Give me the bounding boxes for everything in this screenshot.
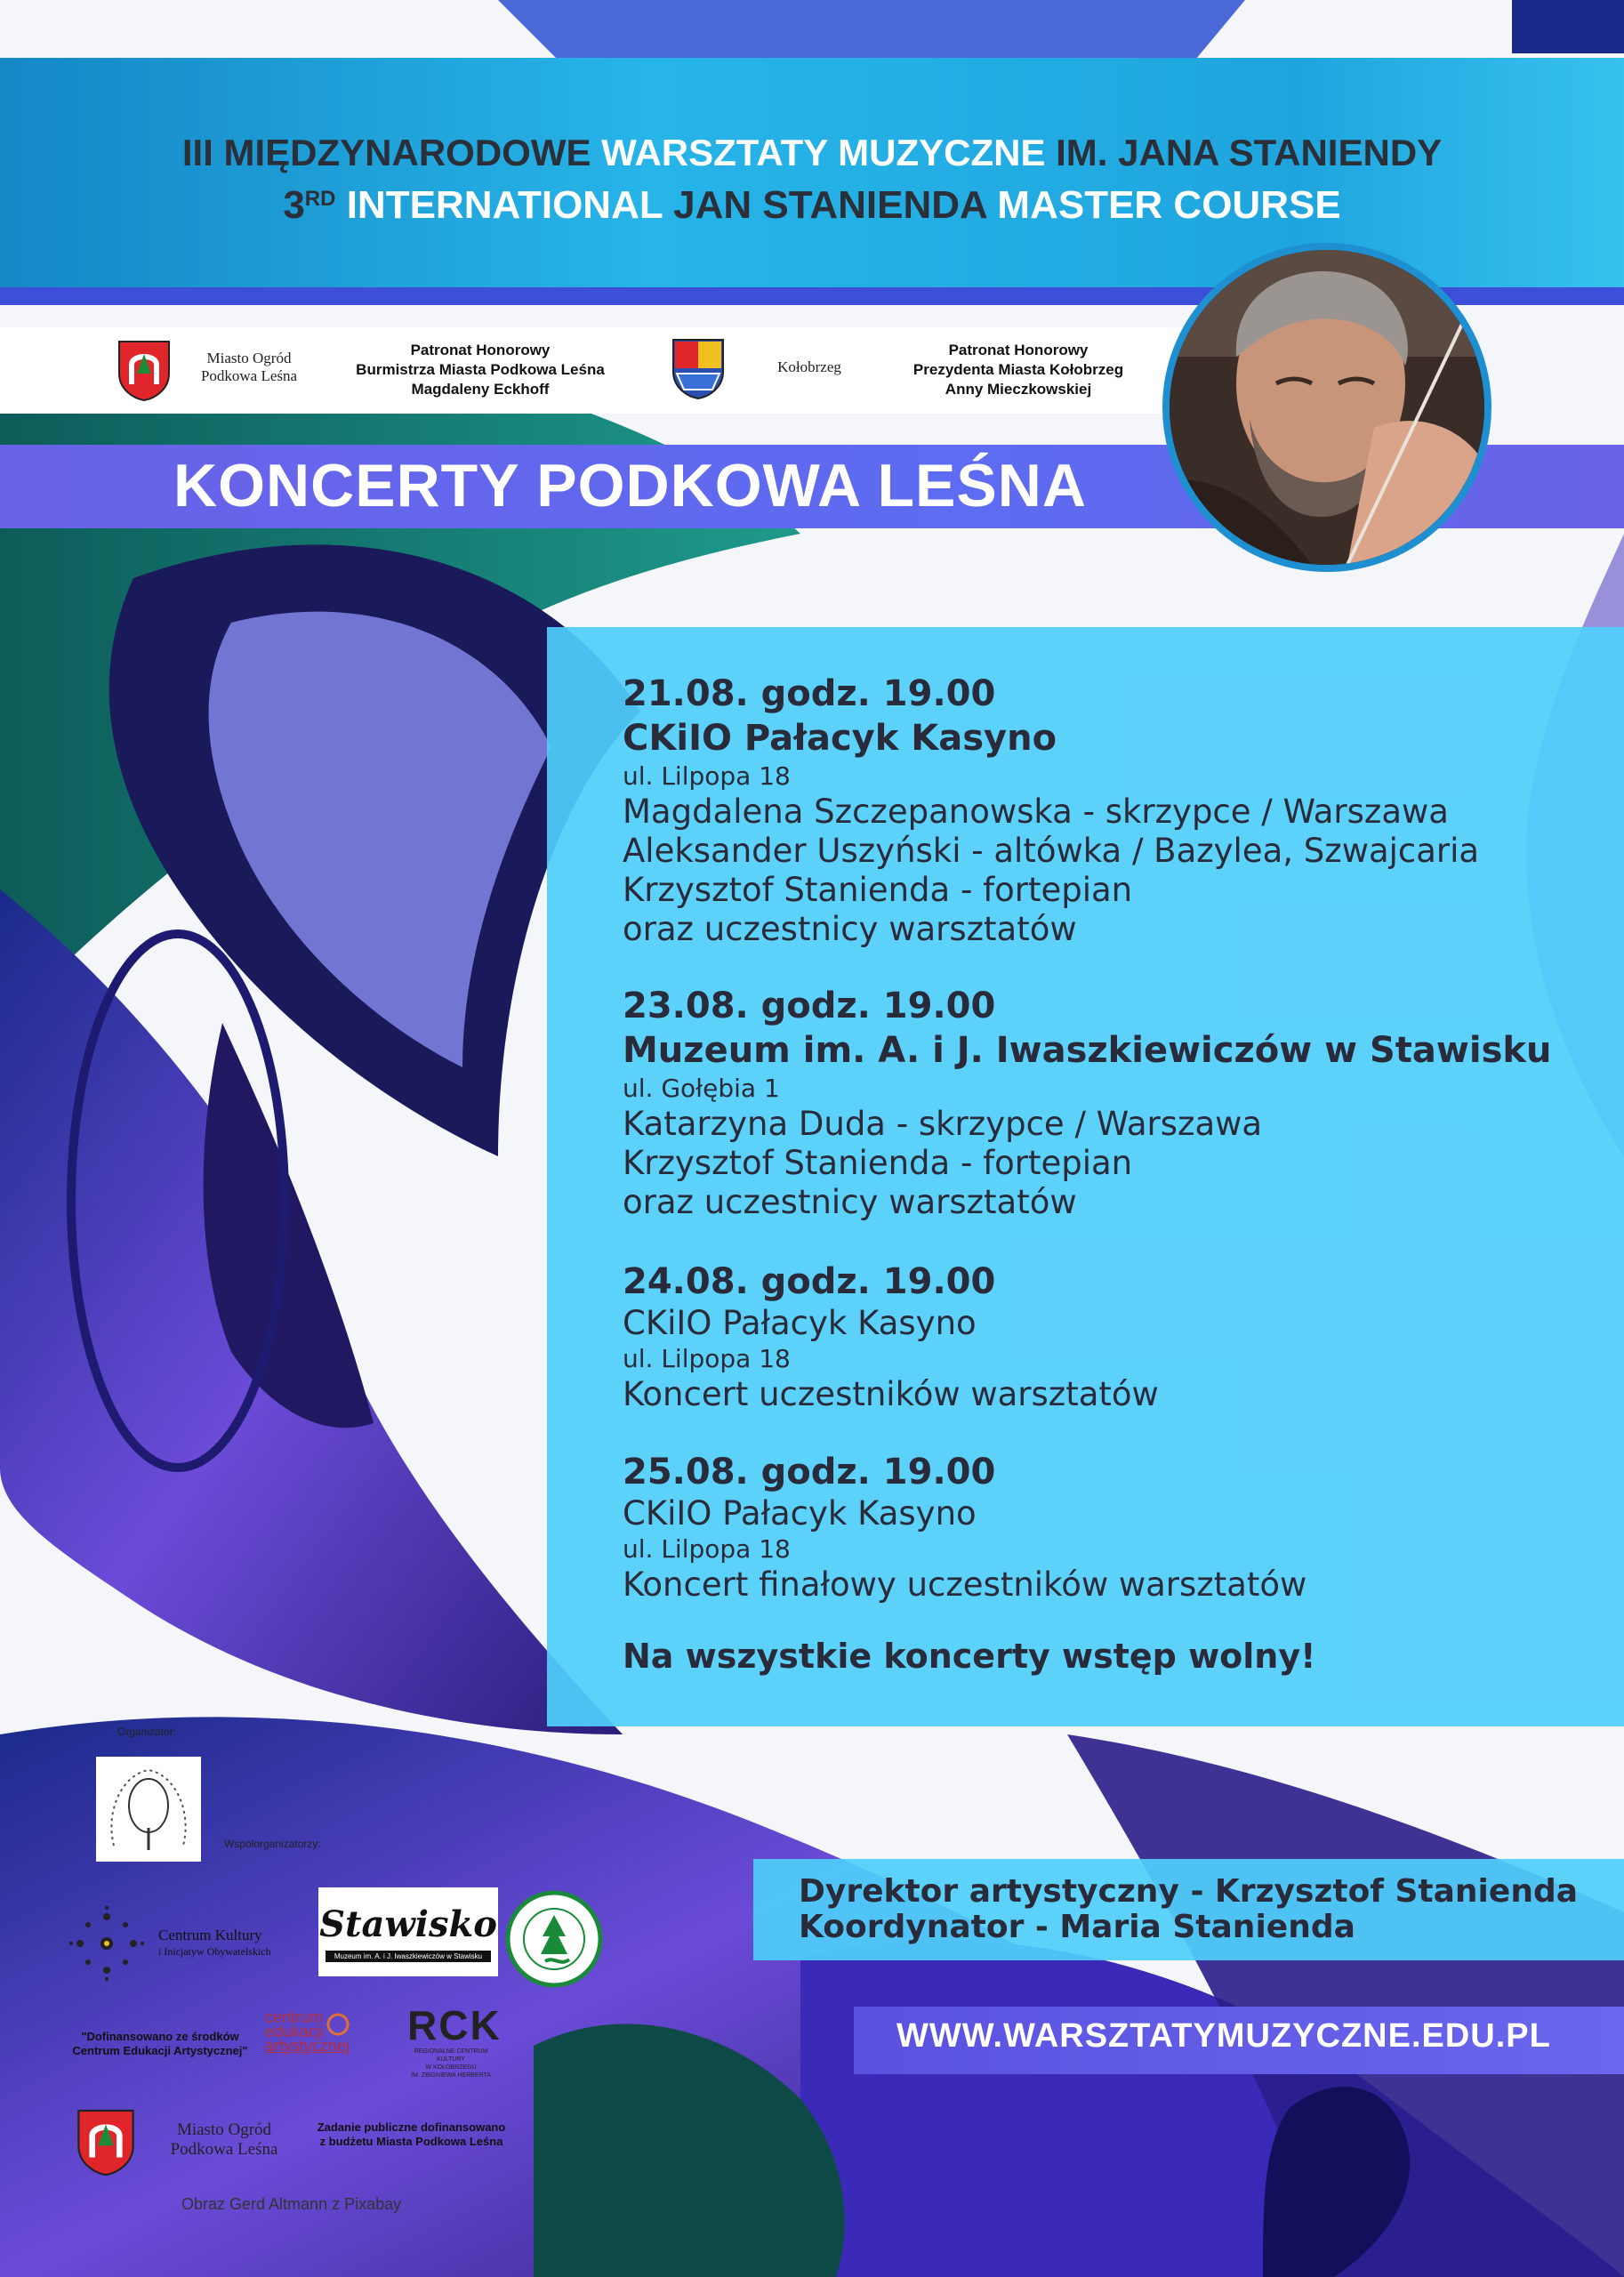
event-performer: Koncert uczestników warsztatów	[623, 1375, 1159, 1413]
city-bottom-line2: Podkowa Leśna	[170, 2140, 278, 2159]
funding-note	[307, 2120, 516, 2149]
event-address: ul. Lilpopa 18	[623, 761, 791, 791]
ckio-star-logo-icon	[67, 1903, 147, 1983]
coorganizers-label: Współorganizatorzy:	[224, 1838, 321, 1850]
cea-quote-line2: Centrum Edukacji Artystycznej"	[72, 2044, 248, 2057]
rck-logo: RCK	[407, 2002, 502, 2048]
image-credit: Obraz Gerd Altmann z Pixabay	[181, 2195, 402, 2213]
header-line1-part-a: III MIĘDZYNARODOWE	[181, 132, 602, 173]
free-entry-note: Na wszystkie koncerty wstęp wolny!	[623, 1637, 1316, 1676]
rck-sub-line1: REGIONALNE CENTRUM KULTURY	[414, 2048, 488, 2063]
city1-line1: Miasto Ogród	[206, 350, 292, 366]
kolobrzeg-crest-icon	[670, 336, 727, 400]
cea-line2: edukacji	[265, 2023, 325, 2040]
header-line2-part-a: INTERNATIONAL	[335, 183, 674, 227]
event-performer: Krzysztof Stanienda - fortepian	[623, 1144, 1133, 1182]
event-performer: oraz uczestnicy warsztatów	[623, 1183, 1077, 1221]
kolobrzeg-city-name	[760, 358, 858, 376]
event-date: 24.08. godz. 19.00	[623, 1261, 996, 1302]
header-line2-number: 3	[283, 183, 305, 227]
event-date: 25.08. godz. 19.00	[623, 1452, 996, 1493]
header-line1-part-c: IM. JANA STANIENDY	[1045, 132, 1443, 173]
rck-sub-line3: IM. ZBIGNIEWA HERBERTA	[411, 2072, 491, 2079]
event-venue: CKiIO Pałacyk Kasyno	[623, 718, 1057, 759]
header-title-polish	[0, 132, 1624, 174]
ckio-line1: Centrum Kultury	[158, 1927, 262, 1943]
organizer-label: Organizator:	[117, 1726, 177, 1738]
header-line2-part-b: JAN STANIENDA	[673, 183, 987, 227]
city1-line2: Podkowa Leśna	[200, 367, 298, 384]
school-emblem-icon	[505, 1890, 603, 1988]
stawisko-wordmark: Stawisko	[319, 1903, 497, 1945]
patron2-line1: Patronat Honorowy	[948, 342, 1089, 358]
event-1	[623, 672, 1479, 949]
header-title-english	[0, 183, 1624, 228]
podkowa-lesna-city-name	[182, 350, 316, 385]
cea-line3: artystycznej	[265, 2037, 350, 2055]
coordinator: Koordynator - Maria Stanienda	[799, 1909, 1355, 1945]
ckio-line2: i Inicjatyw Obywatelskich	[158, 1945, 271, 1958]
rck-sub-line2: W KOŁOBRZEGU	[425, 2064, 477, 2071]
rck-subtitle	[402, 2048, 500, 2080]
header-line2-part-c: MASTER COURSE	[986, 183, 1341, 227]
event-date: 23.08. godz. 19.00	[623, 986, 996, 1026]
funding-line1: Zadanie publiczne dofinansowano	[317, 2120, 506, 2134]
podkowa-lesna-city-name-bottom	[153, 2120, 295, 2160]
city2-label: Kołobrzeg	[777, 358, 841, 375]
patron2-line3: Anny Mieczkowskiej	[945, 381, 1092, 398]
patron-podkowa	[338, 341, 623, 399]
podkowa-lesna-crest-bottom-icon	[75, 2106, 137, 2177]
patron1-line3: Magdaleny Eckhoff	[411, 381, 550, 398]
funding-line2: z budżetu Miasta Podkowa Leśna	[319, 2135, 503, 2148]
cea-funding-quote	[53, 2030, 267, 2058]
city-bottom-line1: Miasto Ogród	[176, 2120, 272, 2139]
event-venue: CKiIO Pałacyk Kasyno	[623, 1494, 977, 1533]
event-3	[623, 1259, 1159, 1414]
violinist-portrait-image	[1170, 250, 1484, 565]
event-2	[623, 984, 1551, 1222]
event-performer: Magdalena Szczepanowska - skrzypce / Warszawa	[623, 793, 1449, 831]
event-performer: oraz uczestnicy warsztatów	[623, 910, 1077, 948]
patron1-line1: Patronat Honorowy	[410, 342, 551, 358]
website-link[interactable]: WWW.WARSZTATYMUZYCZNE.EDU.PL	[896, 2017, 1551, 2055]
cea-quote-line1: "Dofinansowano ze środków	[81, 2030, 239, 2043]
ckio-name	[158, 1927, 271, 1959]
event-4	[623, 1450, 1306, 1605]
event-address: ul. Lilpopa 18	[623, 1534, 791, 1564]
event-performer: Krzysztof Stanienda - fortepian	[623, 871, 1133, 909]
event-address: ul. Lilpopa 18	[623, 1344, 791, 1373]
event-venue: CKiIO Pałacyk Kasyno	[623, 1304, 977, 1342]
organizer-tree-logo-icon	[96, 1757, 201, 1862]
header-line1-part-b: WARSZTATY MUZYCZNE	[601, 132, 1046, 173]
event-performer: Katarzyna Duda - skrzypce / Warszawa	[623, 1105, 1263, 1143]
violinist-photo	[1162, 243, 1491, 572]
event-venue: Muzeum im. A. i J. Iwaszkiewiczów w Stawisku	[623, 1030, 1552, 1071]
stawisko-logo	[318, 1887, 498, 1976]
event-address: ul. Gołębia 1	[623, 1074, 780, 1103]
patron-kolobrzeg	[885, 341, 1152, 399]
patron2-line2: Prezydenta Miasta Kołobrzeg	[912, 361, 1124, 378]
event-performer: Koncert finałowy uczestników warsztatów	[623, 1565, 1307, 1604]
event-performer: Aleksander Uszyński - altówka / Bazylea, Szwajcaria	[623, 832, 1480, 870]
event-date: 21.08. godz. 19.00	[623, 673, 996, 714]
page-title: KONCERTY PODKOWA LEŚNA	[173, 452, 1087, 519]
artistic-director: Dyrektor artystyczny - Krzysztof Stanienda	[799, 1873, 1579, 1910]
patron1-line2: Burmistrza Miasta Podkowa Leśna	[356, 361, 605, 378]
cea-circle-icon	[326, 2012, 350, 2037]
cea-line1: centrum	[265, 2008, 324, 2026]
podkowa-lesna-crest-icon	[116, 338, 173, 402]
stawisko-subtitle: Muzeum im. A. i J. Iwaszkiewiczów w Stawisku	[326, 1951, 491, 1962]
header-line2-superscript: RD	[304, 187, 336, 211]
